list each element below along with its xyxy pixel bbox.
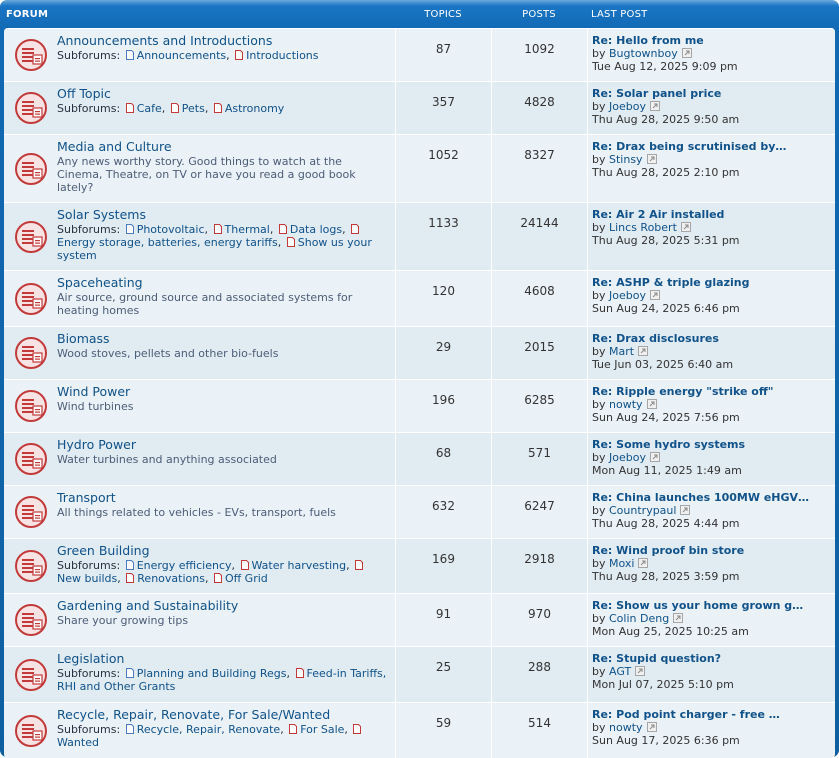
topics-count: 68 — [395, 433, 491, 485]
goto-last-post-icon[interactable] — [650, 101, 660, 111]
topics-count: 120 — [395, 271, 491, 326]
subforum-separator: , — [204, 102, 209, 115]
last-post-cell — [587, 135, 835, 202]
subforum-separator: , — [342, 223, 346, 236]
last-post-date: Sun Aug 17, 2025 6:36 pm — [592, 734, 740, 747]
last-post-title-link[interactable]: Re: Wind proof bin store — [592, 544, 745, 557]
last-post-date: Thu Aug 28, 2025 3:59 pm — [592, 570, 740, 583]
last-post-cell — [587, 703, 835, 758]
forum-read-icon — [14, 389, 48, 423]
last-post-author-link[interactable]: Countrypaul — [609, 504, 677, 517]
by-label: by — [592, 557, 606, 570]
last-post-author-link[interactable]: Stinsy — [609, 153, 643, 166]
forum-description: All things related to vehicles - EVs, transport, fuels — [57, 506, 336, 519]
subforum-icon — [126, 573, 134, 583]
posts-count: 970 — [491, 594, 587, 646]
subforum-link[interactable] — [239, 559, 347, 572]
subforum-icon — [355, 560, 363, 570]
subforum-name: Feed-in Tariffs, RHI and Other Grants — [57, 667, 387, 693]
subforum-separator: , — [277, 236, 282, 249]
forum-title-link[interactable]: Transport — [57, 490, 116, 505]
subforum-name: Wanted — [57, 736, 99, 749]
subforums-label: Subforums: — [57, 102, 121, 115]
subforum-separator: , — [286, 667, 291, 680]
forum-main-cell — [4, 486, 395, 538]
forum-row — [4, 432, 835, 485]
last-post-title-link[interactable]: Re: Solar panel price — [592, 87, 722, 100]
forum-row — [4, 538, 835, 593]
forum-main-cell — [4, 135, 395, 202]
last-post-title-link[interactable]: Re: Pod point charger - free … — [592, 708, 780, 721]
forum-main-cell — [4, 703, 395, 758]
forum-title-link[interactable]: Announcements and Introductions — [57, 33, 273, 48]
header-forum: FORUM — [6, 9, 49, 20]
header-topics: TOPICS — [424, 9, 462, 20]
subforum-icon — [126, 224, 134, 234]
subforum-name: Planning and Building Regs — [136, 667, 287, 680]
forum-rows — [4, 28, 835, 758]
subforum-icon — [353, 724, 361, 734]
last-post-title-link[interactable]: Re: Ripple energy "strike off" — [592, 385, 774, 398]
subforums-line — [57, 559, 389, 585]
by-label: by — [592, 221, 606, 234]
forum-description: Wood stoves, pellets and other bio-fuels — [57, 347, 279, 360]
last-post-title-link[interactable]: Re: China launches 100MW eHGV… — [592, 491, 810, 504]
forum-title-link[interactable]: Biomass — [57, 331, 110, 346]
subforum-name: Recycle, Repair, Renovate — [136, 723, 281, 736]
subforum-separator: , — [226, 49, 230, 62]
forum-description: Any news worthy story. Good things to watch at the Cinema, Theatre, on TV or have you read a good book lately? — [57, 155, 356, 194]
subforum-link[interactable] — [124, 559, 232, 572]
last-post-date: Mon Jul 07, 2025 5:10 pm — [592, 678, 734, 691]
last-post-author-link[interactable]: AGT — [609, 665, 632, 678]
subforum-name: Cafe — [136, 102, 162, 115]
forum-row — [4, 28, 835, 81]
subforums-line — [57, 102, 389, 115]
subforums-line — [57, 49, 389, 62]
by-label: by — [592, 398, 606, 411]
topics-count: 196 — [395, 380, 491, 432]
forum-read-icon — [14, 549, 48, 583]
posts-count: 6285 — [491, 380, 587, 432]
last-post-author-link[interactable]: Joeboy — [609, 100, 646, 113]
posts-count: 1092 — [491, 29, 587, 81]
forum-main-cell — [4, 82, 395, 134]
forum-read-icon — [14, 658, 48, 692]
last-post-author-link[interactable]: Moxi — [609, 557, 635, 570]
forum-description: Water turbines and anything associated — [57, 453, 277, 466]
subforum-icon — [126, 560, 134, 570]
last-post-author-link[interactable]: Colin Deng — [609, 612, 670, 625]
forum-description: Wind turbines — [57, 400, 134, 413]
last-post-author-link[interactable]: nowty — [609, 721, 643, 734]
subforum-icon — [214, 573, 222, 583]
by-label: by — [592, 504, 606, 517]
subforum-icon — [171, 103, 179, 113]
goto-last-post-icon[interactable] — [650, 452, 660, 462]
subforum-separator: , — [117, 572, 121, 585]
forum-main-cell — [4, 271, 395, 326]
forum-read-icon — [14, 220, 48, 254]
topics-count: 87 — [395, 29, 491, 81]
subforum-name: Renovations — [137, 572, 205, 585]
subforum-link[interactable] — [124, 102, 162, 115]
last-post-cell — [587, 271, 835, 326]
subforum-name: Announcements — [136, 49, 227, 62]
subforum-name: Off Grid — [224, 572, 268, 585]
forum-read-icon — [14, 91, 48, 125]
topics-count: 1052 — [395, 135, 491, 202]
forum-list-header — [4, 0, 835, 28]
subforum-name: New builds — [57, 572, 118, 585]
subforum-link[interactable] — [277, 223, 342, 236]
forum-title-link[interactable]: Recycle, Repair, Renovate, For Sale/Wanted — [57, 707, 331, 722]
subforum-name: Energy efficiency — [136, 559, 232, 572]
topics-count: 632 — [395, 486, 491, 538]
goto-last-post-icon[interactable] — [673, 613, 683, 623]
forum-main-cell — [4, 380, 395, 432]
by-label: by — [592, 100, 606, 113]
forum-row — [4, 702, 835, 758]
subforum-link[interactable] — [212, 223, 270, 236]
forum-title-link[interactable]: Media and Culture — [57, 139, 172, 154]
last-post-date: Sun Aug 24, 2025 6:46 pm — [592, 302, 740, 315]
forum-row — [4, 593, 835, 646]
last-post-cell — [587, 647, 835, 702]
goto-last-post-icon[interactable] — [638, 346, 648, 356]
subforum-icon — [279, 224, 287, 234]
last-post-cell — [587, 203, 835, 270]
subforum-icon — [235, 50, 243, 60]
last-post-cell — [587, 82, 835, 134]
forum-row — [4, 646, 835, 702]
forum-title-link[interactable]: Spaceheating — [57, 275, 143, 290]
last-post-date: Thu Aug 28, 2025 2:10 pm — [592, 166, 740, 179]
subforum-separator: , — [344, 723, 348, 736]
forum-row — [4, 485, 835, 538]
goto-last-post-icon[interactable] — [638, 558, 648, 568]
posts-count: 4608 — [491, 271, 587, 326]
forum-main-cell — [4, 327, 395, 379]
last-post-author-link[interactable]: Lincs Robert — [609, 221, 677, 234]
subforum-separator: , — [346, 559, 350, 572]
subforum-separator: , — [204, 223, 209, 236]
by-label: by — [592, 47, 606, 60]
subforum-icon — [126, 668, 134, 678]
last-post-title-link[interactable]: Re: ASHP & triple glazing — [592, 276, 750, 289]
subforum-name: Energy storage, batteries, energy tariffs — [57, 236, 278, 249]
goto-last-post-icon[interactable] — [647, 722, 657, 732]
subforums-label: Subforums: — [57, 49, 121, 62]
forum-read-icon — [14, 603, 48, 637]
last-post-date: Sun Aug 24, 2025 7:56 pm — [592, 411, 740, 424]
goto-last-post-icon[interactable] — [635, 666, 645, 676]
subforum-link[interactable] — [124, 667, 287, 680]
last-post-author-link[interactable]: Bugtownboy — [609, 47, 678, 60]
subforum-icon — [351, 224, 359, 234]
last-post-title-link[interactable]: Re: Show us your home grown g… — [592, 599, 804, 612]
forum-read-icon — [14, 336, 48, 370]
subforums-line — [57, 667, 389, 693]
subforums-line — [57, 223, 389, 262]
forum-description: Air source, ground source and associated systems for heating homes — [57, 291, 353, 317]
subforum-name: Data logs — [289, 223, 343, 236]
subforum-link[interactable] — [212, 572, 268, 585]
last-post-date: Tue Aug 12, 2025 9:09 pm — [592, 60, 738, 73]
forum-read-icon — [14, 152, 48, 186]
subforum-icon — [296, 668, 304, 678]
forum-row — [4, 379, 835, 432]
forum-read-icon — [14, 714, 48, 748]
forum-title-link[interactable]: Gardening and Sustainability — [57, 598, 239, 613]
subforums-line — [57, 723, 389, 749]
forum-row — [4, 134, 835, 202]
goto-last-post-icon[interactable] — [682, 48, 692, 58]
last-post-cell — [587, 29, 835, 81]
goto-last-post-icon[interactable] — [647, 399, 657, 409]
subforum-icon — [126, 103, 134, 113]
posts-count: 514 — [491, 703, 587, 758]
by-label: by — [592, 721, 606, 734]
forum-row — [4, 326, 835, 379]
by-label: by — [592, 289, 606, 302]
forum-title-link[interactable]: Legislation — [57, 651, 125, 666]
subforum-icon — [289, 724, 297, 734]
goto-last-post-icon[interactable] — [680, 505, 690, 515]
forum-title-link[interactable]: Wind Power — [57, 384, 131, 399]
posts-count: 288 — [491, 647, 587, 702]
subforum-name: Introductions — [246, 49, 319, 62]
subforum-icon — [214, 224, 222, 234]
forum-main-cell — [4, 647, 395, 702]
last-post-author-link[interactable]: Joeboy — [609, 451, 646, 464]
forum-title-link[interactable]: Green Building — [57, 543, 150, 558]
last-post-title-link[interactable]: Re: Some hydro systems — [592, 438, 746, 451]
posts-count: 8327 — [491, 135, 587, 202]
posts-count: 2015 — [491, 327, 587, 379]
last-post-date: Tue Jun 03, 2025 6:40 am — [592, 358, 734, 371]
forum-row — [4, 81, 835, 134]
subforum-name: Water harvesting — [251, 559, 347, 572]
subforum-separator: , — [204, 572, 209, 585]
posts-count: 4828 — [491, 82, 587, 134]
posts-count: 571 — [491, 433, 587, 485]
last-post-cell — [587, 486, 835, 538]
last-post-date: Thu Aug 28, 2025 9:50 am — [592, 113, 740, 126]
subforum-icon — [287, 237, 295, 247]
forum-read-icon — [14, 38, 48, 72]
forum-row — [4, 202, 835, 270]
subforum-separator: , — [161, 102, 166, 115]
header-last-post: LAST POST — [591, 9, 648, 20]
last-post-title-link[interactable]: Re: Air 2 Air installed — [592, 208, 725, 221]
subforums-label: Subforums: — [57, 723, 121, 736]
forum-main-cell — [4, 594, 395, 646]
topics-count: 25 — [395, 647, 491, 702]
subforum-name: Thermal — [224, 223, 270, 236]
subforum-name: Pets — [181, 102, 205, 115]
by-label: by — [592, 612, 606, 625]
subforum-icon — [214, 103, 222, 113]
by-label: by — [592, 345, 606, 358]
topics-count: 357 — [395, 82, 491, 134]
last-post-date: Thu Aug 28, 2025 5:31 pm — [592, 234, 740, 247]
last-post-title-link[interactable]: Re: Drax being scrutinised by… — [592, 140, 787, 153]
forum-title-link[interactable]: Off Topic — [57, 86, 111, 101]
forum-main-cell — [4, 29, 395, 81]
posts-count: 6247 — [491, 486, 587, 538]
subforum-link[interactable] — [212, 102, 285, 115]
last-post-title-link[interactable]: Re: Hello from me — [592, 34, 704, 47]
subforum-separator: , — [280, 723, 284, 736]
last-post-title-link[interactable]: Re: Drax disclosures — [592, 332, 719, 345]
topics-count: 1133 — [395, 203, 491, 270]
posts-count: 24144 — [491, 203, 587, 270]
forum-main-cell — [4, 203, 395, 270]
subforum-separator: , — [269, 223, 274, 236]
subforum-name: For Sale — [300, 723, 345, 736]
forum-read-icon — [14, 442, 48, 476]
forum-main-cell — [4, 539, 395, 593]
subforums-label: Subforums: — [57, 559, 121, 572]
topics-count: 91 — [395, 594, 491, 646]
forum-title-link[interactable]: Hydro Power — [57, 437, 137, 452]
subforums-label: Subforums: — [57, 667, 121, 680]
subforum-link[interactable] — [233, 49, 318, 62]
subforum-link[interactable] — [124, 49, 226, 62]
last-post-author-link[interactable]: Joeboy — [609, 289, 646, 302]
subforum-link[interactable] — [124, 723, 281, 736]
last-post-cell — [587, 594, 835, 646]
goto-last-post-icon[interactable] — [681, 222, 691, 232]
by-label: by — [592, 451, 606, 464]
forum-row — [4, 270, 835, 326]
topics-count: 59 — [395, 703, 491, 758]
subforum-name: Show us your system — [57, 236, 372, 262]
last-post-date: Mon Aug 11, 2025 1:49 am — [592, 464, 742, 477]
by-label: by — [592, 665, 606, 678]
forum-description: Share your growing tips — [57, 614, 189, 627]
last-post-cell — [587, 539, 835, 593]
subforum-separator: , — [231, 559, 235, 572]
subforum-icon — [126, 724, 134, 734]
last-post-title-link[interactable]: Re: Stupid question? — [592, 652, 722, 665]
last-post-author-link[interactable]: Mart — [609, 345, 635, 358]
last-post-cell — [587, 433, 835, 485]
forum-read-icon — [14, 282, 48, 316]
header-posts: POSTS — [522, 9, 556, 20]
subforums-label: Subforums: — [57, 223, 121, 236]
subforum-link[interactable] — [287, 723, 344, 736]
posts-count: 2918 — [491, 539, 587, 593]
subforum-icon — [126, 50, 134, 60]
last-post-author-link[interactable]: nowty — [609, 398, 643, 411]
subforum-name: Astronomy — [224, 102, 285, 115]
subforum-link[interactable] — [169, 102, 205, 115]
subforum-icon — [241, 560, 249, 570]
forum-title-link[interactable]: Solar Systems — [57, 207, 146, 222]
forum-read-icon — [14, 495, 48, 529]
forum-main-cell — [4, 433, 395, 485]
topics-count: 169 — [395, 539, 491, 593]
by-label: by — [592, 153, 606, 166]
last-post-date: Thu Aug 28, 2025 4:44 pm — [592, 517, 740, 530]
last-post-date: Mon Aug 25, 2025 10:25 am — [592, 625, 749, 638]
goto-last-post-icon[interactable] — [650, 290, 660, 300]
last-post-cell — [587, 380, 835, 432]
goto-last-post-icon[interactable] — [647, 154, 657, 164]
topics-count: 29 — [395, 327, 491, 379]
subforum-name: Photovoltaic — [136, 223, 205, 236]
last-post-cell — [587, 327, 835, 379]
subforum-link[interactable] — [124, 572, 205, 585]
subforum-link[interactable] — [124, 223, 205, 236]
